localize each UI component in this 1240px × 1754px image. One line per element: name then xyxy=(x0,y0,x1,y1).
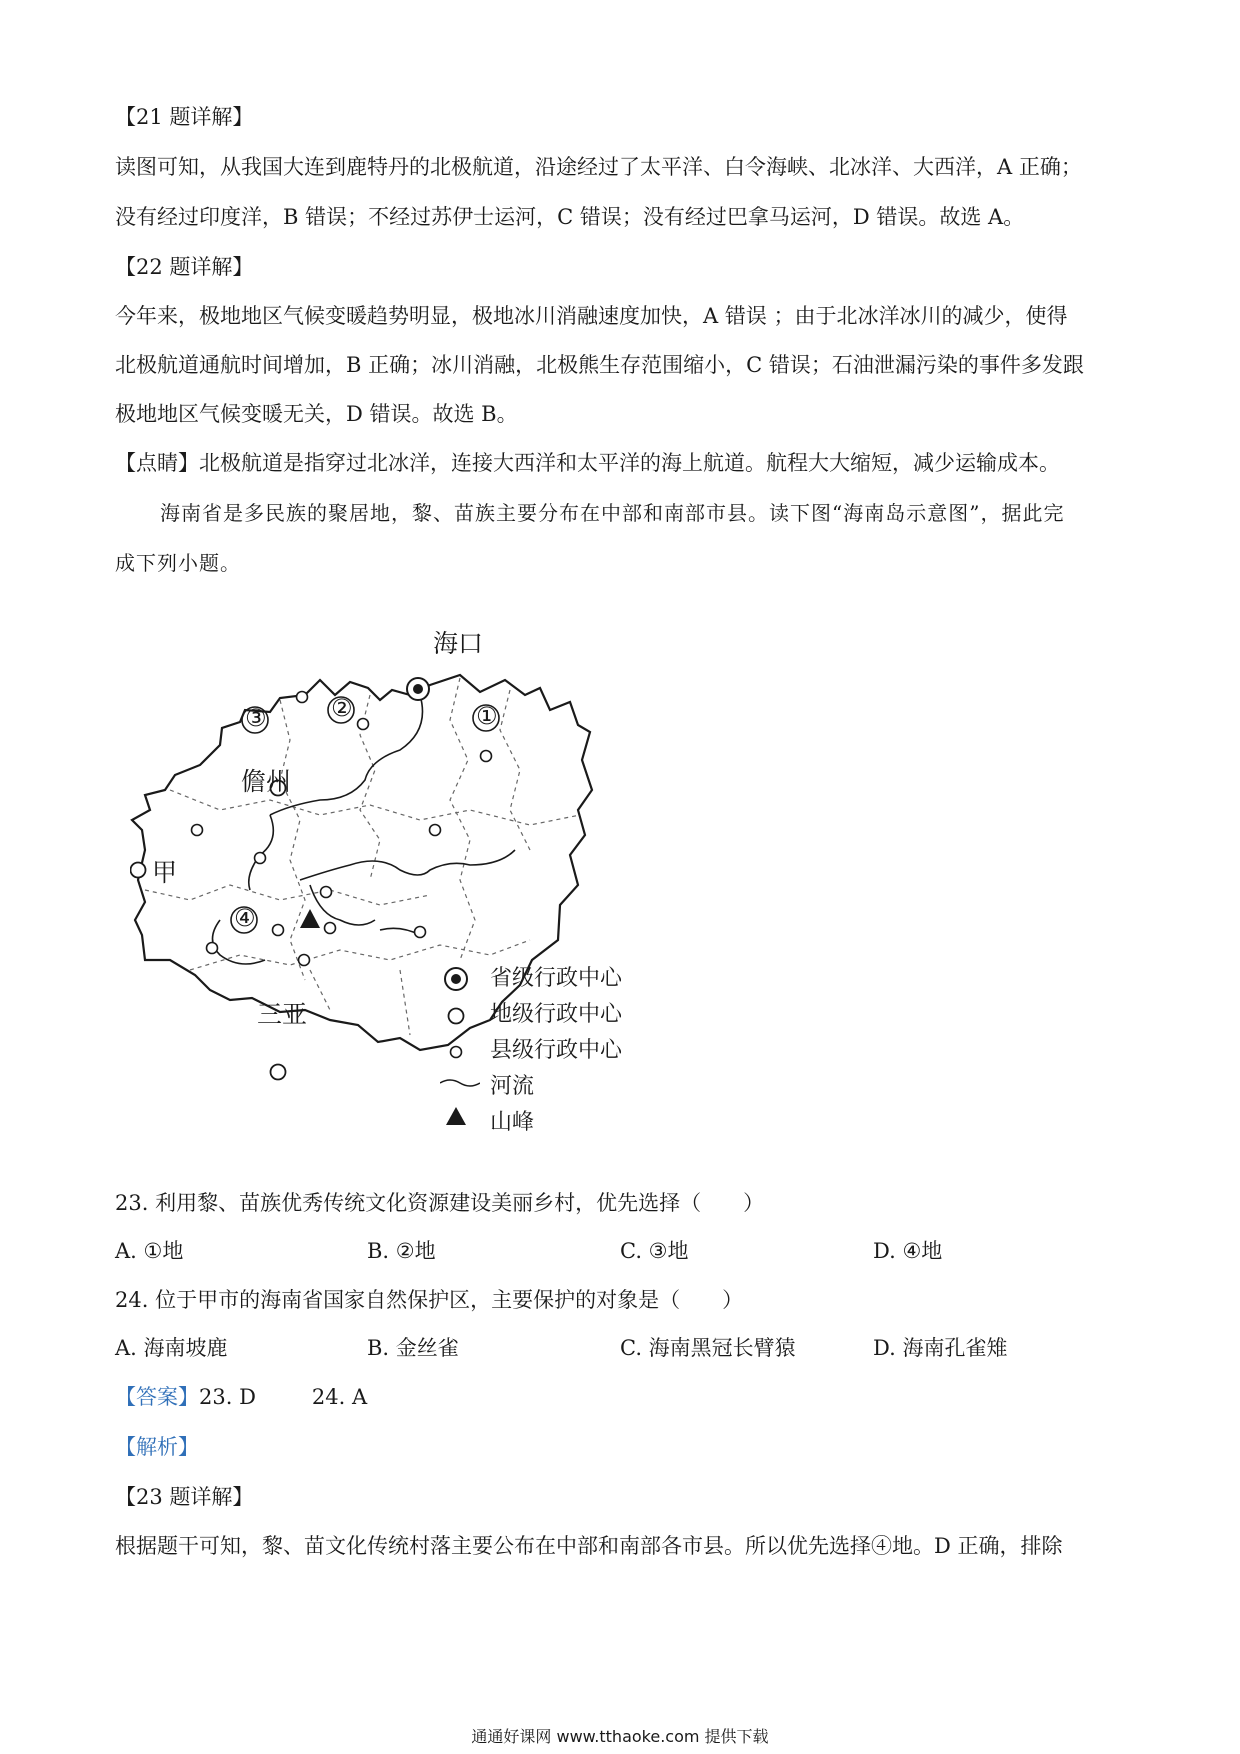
q24-option-c: C. 海南黑冠长臂猿 xyxy=(620,1336,796,1360)
answer-row xyxy=(115,1382,367,1412)
q22-heading: 【22 题详解】 xyxy=(115,255,254,279)
q23-option-b: B. ②地 xyxy=(367,1239,436,1263)
prefecture-centers xyxy=(131,781,286,1080)
q23-option-c: C. ③地 xyxy=(620,1239,689,1263)
legend-provincial: 省级行政中心 xyxy=(490,966,623,991)
answer-24: 24. A xyxy=(311,1385,368,1409)
map-label-jia: 甲 xyxy=(152,858,178,887)
q24-stem: 24. 位于甲市的海南省国家自然保护区，主要保护的对象是（ ） xyxy=(115,1288,744,1312)
hainan-map xyxy=(130,640,730,1180)
q21-line-2: 没有经过印度洋，B 错误；不经过苏伊士运河，C 错误；没有经过巴拿马运河，D 错误。故选 A。 xyxy=(115,205,1025,229)
legend-peak-symbol xyxy=(446,1107,466,1125)
map-label-sanya: 三亚 xyxy=(257,1000,308,1029)
map-label-danzhou: 儋州 xyxy=(241,767,292,796)
legend-county: 县级行政中心 xyxy=(490,1038,623,1063)
q23-option-a: A. ①地 xyxy=(115,1239,184,1263)
page-footer: 通通好课网 www.tthaoke.com 提供下载 xyxy=(471,1727,769,1746)
analysis-label: 【解析】 xyxy=(115,1435,199,1459)
answer-label: 【答案】 xyxy=(115,1385,199,1409)
legend-prefecture: 地级行政中心 xyxy=(490,1002,623,1027)
q23-option-d: D. ④地 xyxy=(873,1239,943,1263)
legend-river-symbol xyxy=(440,1080,480,1086)
map-label-marker-1: ① xyxy=(476,702,498,730)
q21-heading: 【21 题详解】 xyxy=(115,105,254,129)
answer-23: 23. D xyxy=(199,1385,256,1409)
q22-line-3: 极地地区气候变暖无关，D 错误。故选 B。 xyxy=(115,402,518,426)
provincial-center-haikou xyxy=(407,678,429,700)
legend-prefecture-symbol xyxy=(449,1009,464,1024)
intro-line-1: 海南省是多民族的聚居地，黎、苗族主要分布在中部和南部市县。读下图“海南岛示意图”，据此完 xyxy=(160,501,1065,525)
q23-stem: 23. 利用黎、苗族优秀传统文化资源建设美丽乡村，优先选择（ ） xyxy=(115,1191,765,1215)
legend-provincial-symbol xyxy=(445,968,467,990)
map-label-haikou: 海口 xyxy=(433,629,484,658)
q23-detail-line-1: 根据题干可知，黎、苗文化传统村落主要公布在中部和南部各市县。所以优先选择④地。D 正确，排除 xyxy=(115,1534,1063,1558)
tip-text: 【点睛】北极航道是指穿过北冰洋，连接大西洋和太平洋的海上航道。航程大大缩短，减少运输成本。 xyxy=(115,451,1060,475)
intro-line-2: 成下列小题。 xyxy=(115,551,241,575)
q22-line-1: 今年来，极地地区气候变暖趋势明显，极地冰川消融速度加快，A 错误 ；由于北冰洋冰川的减少，使得 xyxy=(115,304,1068,328)
legend-symbol-column xyxy=(440,965,480,1155)
map-label-marker-4: ④ xyxy=(234,904,256,932)
q24-option-b: B. 金丝雀 xyxy=(367,1336,459,1360)
q23-detail-heading: 【23 题详解】 xyxy=(115,1485,254,1509)
legend-peak: 山峰 xyxy=(490,1110,535,1135)
legend-river: 河流 xyxy=(490,1074,535,1099)
q24-option-a: A. 海南坡鹿 xyxy=(115,1336,228,1360)
q22-line-2: 北极航道通航时间增加，B 正确；冰川消融，北极熊生存范围缩小，C 错误；石油泄漏污染的事件多发跟 xyxy=(115,353,1084,377)
map-label-marker-3: ③ xyxy=(245,704,267,732)
q21-line-1: 读图可知，从我国大连到鹿特丹的北极航道，沿途经过了太平洋、白令海峡、北冰洋、大西洋，A 正确； xyxy=(115,155,1082,179)
map-label-marker-2: ② xyxy=(331,694,353,722)
legend-county-symbol xyxy=(451,1047,462,1058)
rivers xyxy=(213,695,516,964)
q24-option-d: D. 海南孔雀雉 xyxy=(873,1336,1008,1360)
peak-triangle xyxy=(300,909,320,928)
